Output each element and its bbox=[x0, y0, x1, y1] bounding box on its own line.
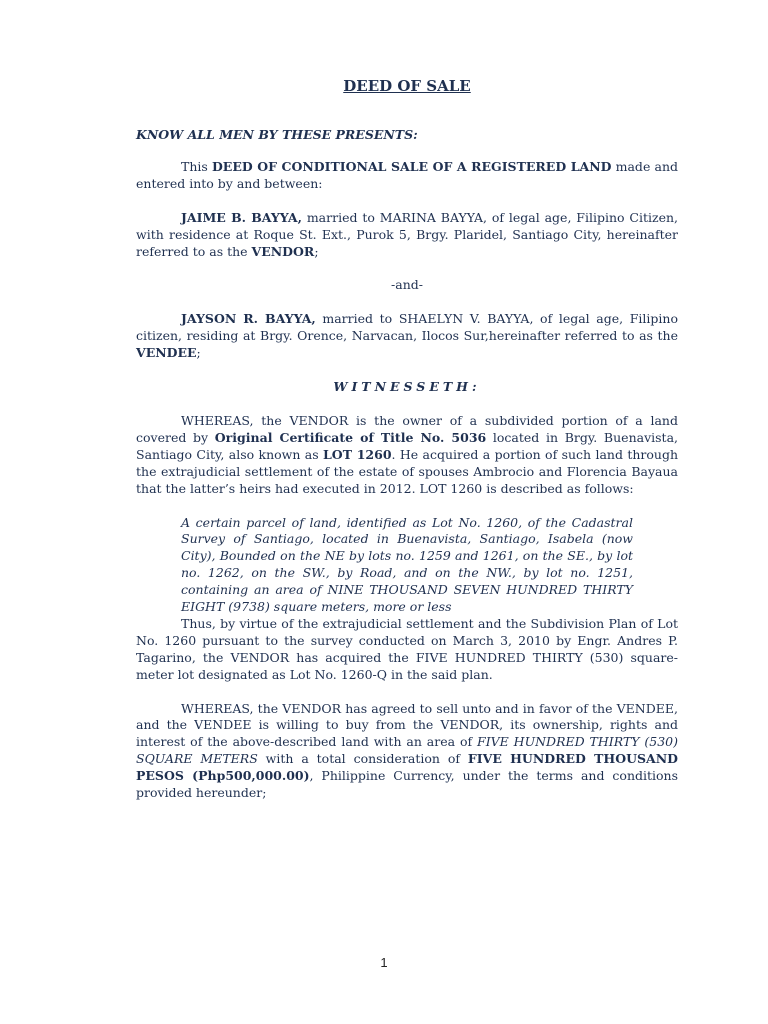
land-description-quote: A certain parcel of land, identified as Lot No. 1260, of the Cadastral Survey of Santiago, located in Buenavista, Santiago, Isabela (now City), Bounded on the NE by lots no. 1259 and 1261, on the SE., by lot no. 1262, on the SW., by Road, and on the NW., by lot no. 1251, containing an area of NINE THOUSAND SEVEN HUNDRED THIRTY EIGHT (9738) square meters, more or less bbox=[181, 514, 633, 615]
text: made and entered into by and between: bbox=[136, 158, 679, 191]
bold-text: FIVE HUNDRED THOUSAND PESOS (Php500,000.00) bbox=[136, 751, 679, 784]
text: with a total consideration of bbox=[257, 751, 468, 767]
text: . He acquired a portion of such land through the extrajudicial settlement of the estate of spouses Ambrocio and Florencia Bayaua that the latter’s heirs had executed in 2012. LOT 1260 is described as follows: bbox=[136, 446, 678, 496]
witnesseth-heading: WITNESSETH: bbox=[333, 379, 481, 395]
text: ; bbox=[196, 345, 201, 361]
bold-text: VENDEE bbox=[136, 345, 197, 361]
text: , Philippine Currency, under the terms and conditions provided hereunder; bbox=[136, 768, 679, 801]
vendor-name: JAIME B. BAYYA, bbox=[181, 209, 302, 225]
vendee-name: JAYSON R. BAYYA, bbox=[181, 311, 316, 327]
document-body bbox=[136, 76, 678, 802]
text: WHEREAS, the VENDOR has agreed to sell unto and in favor of the VENDEE, and the VENDEE is willing to buy from the VENDOR, its ownership, rights and interest of the above-described land with an area of bbox=[136, 700, 678, 750]
paragraph-vendor bbox=[136, 210, 678, 261]
paragraph-subdivision: Thus, by virtue of the extrajudicial settlement and the Subdivision Plan of Lot No. 1260 pursuant to the survey conducted on March 3, 2010 by Engr. Andres P. Tagarino, the VENDOR has acquired the FIVE HUNDRED THIRTY (530) square-meter lot designated as Lot No. 1260-Q in the said plan. bbox=[136, 615, 678, 682]
bold-text: LOT 1260 bbox=[323, 446, 392, 462]
text: married to MARINA BAYYA, of legal age, Filipino Citizen, with residence at Roque St. Ext., Purok 5, Brgy. Plaridel, Santiago City, hereinafter referred to as the bbox=[136, 209, 678, 259]
bold-text: Original Certificate of Title No. 5036 bbox=[214, 429, 487, 445]
text: married to SHAELYN V. BAYYA, of legal age, Filipino citizen, residing at Brgy. Orence, Narvacan, Ilocos Sur,hereinafter referred to as the bbox=[136, 311, 678, 344]
paragraph-agreement bbox=[136, 701, 678, 802]
document-title: DEED OF SALE bbox=[343, 77, 471, 95]
page-number: 1 bbox=[380, 955, 388, 970]
paragraph-ownership bbox=[136, 413, 678, 498]
bold-text: DEED OF CONDITIONAL SALE OF A REGISTERED LAND bbox=[211, 158, 612, 174]
italic-text: FIVE HUNDRED THIRTY (530) SQUARE METERS bbox=[136, 734, 678, 767]
paragraph-vendee bbox=[136, 311, 678, 362]
and-separator: -and- bbox=[391, 277, 423, 293]
text: located in Brgy. Buenavista, Santiago City, also known as bbox=[136, 429, 678, 462]
text: WHEREAS, the VENDOR is the owner of a subdivided portion of a land covered by bbox=[136, 412, 678, 445]
bold-text: VENDOR bbox=[251, 243, 315, 259]
know-all-men-heading: KNOW ALL MEN BY THESE PRESENTS: bbox=[136, 127, 418, 142]
paragraph-intro bbox=[136, 159, 678, 193]
text: This bbox=[181, 158, 212, 174]
text: ; bbox=[314, 243, 319, 259]
